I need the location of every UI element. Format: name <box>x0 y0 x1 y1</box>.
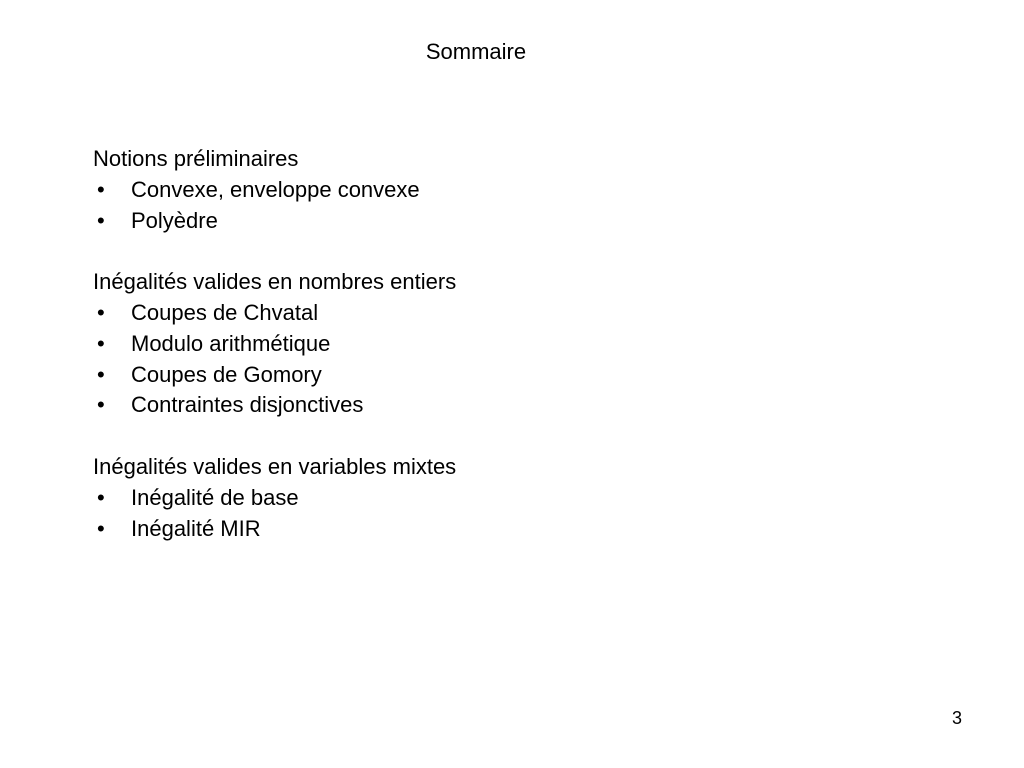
bullet-icon: • <box>97 299 105 325</box>
list-item <box>93 390 793 421</box>
table-of-contents <box>93 144 793 575</box>
section-heading: Inégalités valides en nombres entiers <box>93 269 457 295</box>
section-items <box>93 175 793 237</box>
section-mixed-valid-inequalities <box>93 452 793 544</box>
bullet-icon: • <box>97 330 105 356</box>
list-item-label: Polyèdre <box>131 207 218 233</box>
list-item-label: Convexe, enveloppe convexe <box>131 176 420 202</box>
bullet-icon: • <box>97 176 105 202</box>
section-items <box>93 483 793 545</box>
list-item <box>93 329 793 360</box>
list-item-label: Coupes de Gomory <box>131 361 322 387</box>
list-item <box>93 298 793 329</box>
list-item <box>93 360 793 391</box>
list-item-label: Inégalité MIR <box>131 515 261 541</box>
list-item-label: Modulo arithmétique <box>131 330 331 356</box>
slide-title: Sommaire <box>425 39 527 64</box>
list-item-label: Inégalité de base <box>131 484 299 510</box>
list-item-label: Contraintes disjonctives <box>131 392 364 418</box>
list-item <box>93 206 793 237</box>
bullet-icon: • <box>97 392 105 418</box>
section-heading: Inégalités valides en variables mixtes <box>93 453 457 479</box>
page-number: 3 <box>951 708 962 728</box>
section-heading: Notions préliminaires <box>93 146 299 171</box>
bullet-icon: • <box>97 361 105 387</box>
section-preliminaries <box>93 144 793 236</box>
bullet-icon: • <box>97 515 105 541</box>
section-integer-valid-inequalities <box>93 267 793 421</box>
bullet-icon: • <box>97 484 105 510</box>
list-item-label: Coupes de Chvatal <box>131 299 319 325</box>
bullet-icon: • <box>97 207 105 233</box>
list-item <box>93 514 793 545</box>
list-item <box>93 175 793 206</box>
section-items <box>93 298 793 421</box>
list-item <box>93 483 793 514</box>
